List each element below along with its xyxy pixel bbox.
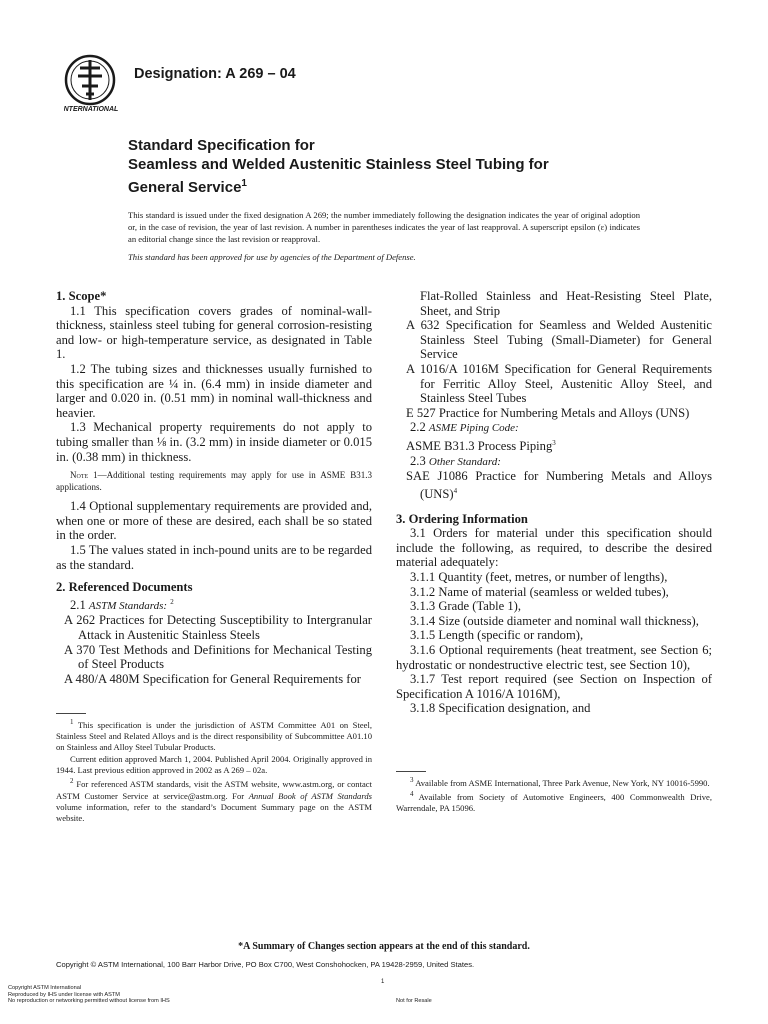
- referenced-documents-heading: 2. Referenced Documents: [56, 580, 193, 595]
- para-2-1-mark: 2: [170, 597, 174, 606]
- ordering-information-heading: 3. Ordering Information: [396, 511, 528, 526]
- license-line-3: No reproduction or networking permitted without license from IHS: [8, 998, 170, 1005]
- astm-standards-label: ASTM Standards:: [88, 599, 168, 612]
- footnote-2: [56, 776, 372, 824]
- ref-asme-b31-3: [396, 436, 712, 454]
- footnote-1-continued: Current edition approved March 1, 2004. Published April 2004. Originally approved in 1944. Last previous edition approved in 2002 as A 269 – 02a.: [56, 753, 372, 776]
- para-1-4: 1.4 Optional supplementary requirements are provided and, when one or more of these are desired, each shall be so stated in the order.: [56, 499, 372, 543]
- para-2-1-num: 2.1: [70, 597, 86, 612]
- para-1-2: 1.2 The tubing sizes and thicknesses usually furnished to this specification are ¼ in. (6.4 mm) in inside diameter and larger and 0.020 in. (0.51 mm) in nominal wall-thickness and heavier.: [56, 361, 372, 420]
- title-line-3: [128, 174, 247, 197]
- footnote-1: [56, 717, 372, 754]
- para-2-3: [396, 454, 712, 470]
- not-for-resale: Not for Resale: [396, 998, 432, 1004]
- para-1-1: 1.1 This specification covers grades of nominal-wall-thickness, stainless steel tubing for general corrosion-resisting and low- or high-temperature service, as designated in Table 1.: [56, 303, 372, 362]
- footnotes-left: [56, 717, 372, 824]
- footnote-2-text-b: volume information, refer to the standard’s Document Summary page on the ASTM website.: [56, 801, 372, 824]
- other-standard-label: Other Standard:: [428, 455, 501, 468]
- dod-note: This standard has been approved for use by agencies of the Department of Defense.: [128, 252, 416, 262]
- para-2-2: [396, 420, 712, 436]
- para-2-2-num: 2.2: [410, 420, 426, 435]
- page-number: 1: [381, 979, 385, 985]
- list-item: 3.1.2 Name of material (seamless or welded tubes),: [410, 584, 669, 599]
- footnote-2-text-a: For referenced ASTM standards, visit the ASTM website, www.astm.org, or contact ASTM Customer Service at service@astm.org. For: [56, 779, 372, 801]
- license-notice: [8, 985, 170, 1005]
- ref-a480-continued: Flat-Rolled Stainless and Heat-Resisting Steel Plate, Sheet, and Strip: [420, 289, 712, 318]
- copyright-line: Copyright © ASTM International, 100 Barr Harbor Drive, PO Box C700, West Conshohocken, PA 19428-2959, United States.: [56, 960, 475, 969]
- ref-e527: E 527 Practice for Numbering Metals and Alloys (UNS): [406, 405, 690, 420]
- footnotes-right: [396, 775, 712, 815]
- list-item: 3.1.7 Test report required (see Section on Inspection of Specification A 1016/A 1016M),: [396, 672, 712, 701]
- footnote-4-mark: 4: [410, 790, 414, 799]
- ref-a370: A 370 Test Methods and Definitions for Mechanical Testing of Steel Products: [64, 642, 372, 672]
- para-3-1: 3.1 Orders for material under this specification should include the following, as required, to describe the desired material adequately:: [396, 526, 712, 570]
- para-1-3: 1.3 Mechanical property requirements do not apply to tubing smaller than ⅛ in. (3.2 mm) in inside diameter or 0.015 in. (0.38 mm) in thickness.: [56, 420, 372, 464]
- ref-sae-j1086-text: SAE J1086 Practice for Numbering Metals and Alloys (UNS): [406, 469, 712, 502]
- note-1: [56, 470, 372, 493]
- footnote-rule-right: [396, 771, 426, 772]
- title-footnote-mark: 1: [241, 178, 247, 189]
- footnote-2-italic: Annual Book of ASTM Standards: [248, 790, 372, 801]
- standard-note: This standard is issued under the fixed designation A 269; the number immediately following the designation indicates the year of original adoption or, in the case of revision, the year of last revision. A number in parentheses indicates the year of last reapproval. A superscript epsilon (ε) indicates an editorial change since the last revision or reapproval.: [128, 210, 640, 244]
- asme-piping-code-label: ASME Piping Code:: [428, 422, 519, 435]
- list-item: 3.1.5 Length (specific or random),: [410, 628, 584, 643]
- right-column: [396, 289, 712, 716]
- ref-a632: A 632 Specification for Seamless and Welded Austenitic Stainless Steel Tubing (Small-Diameter) for General Service: [406, 318, 712, 362]
- footnote-3: [396, 775, 712, 789]
- ref-a262: A 262 Practices for Detecting Susceptibility to Intergranular Attack in Austenitic Stainless Steels: [64, 613, 372, 643]
- scope-heading: 1. Scope*: [56, 289, 107, 303]
- footnote-4-text: Available from Society of Automotive Engineers, 400 Commonwealth Drive, Warrendale, PA 15096.: [396, 792, 712, 814]
- ref-a480: A 480/A 480M Specification for General Requirements for: [64, 671, 361, 686]
- title-line-2: Seamless and Welded Austenitic Stainless Steel Tubing for: [128, 156, 549, 173]
- footnote-1-text: This specification is under the jurisdiction of ASTM Committee A01 on Steel, Stainless Steel and Related Alloys and is the direct responsibility of Subcommittee A01.10 on Stainless and Alloy Steel Tubular Products.: [56, 719, 372, 753]
- para-2-1: [56, 595, 372, 614]
- astm-logo: [64, 54, 122, 114]
- list-item: 3.1.3 Grade (Table 1),: [410, 599, 522, 614]
- note-1-label: Note 1: [70, 470, 98, 481]
- footnote-1-mark: 1: [70, 718, 74, 726]
- list-item: 3.1.6 Optional requirements (heat treatment, see Section 6; hydrostatic or nondestructive electric test, see Section 10),: [396, 643, 712, 672]
- note-1-text: —Additional testing requirements may apply for use in ASME B31.3 applications.: [56, 470, 372, 492]
- list-item: 3.1.8 Specification designation, and: [410, 701, 591, 716]
- license-line-1: Copyright ASTM International: [8, 985, 82, 991]
- para-1-5: 1.5 The values stated in inch-pound units are to be regarded as the standard.: [56, 542, 372, 572]
- title-line-1: Standard Specification for: [128, 137, 315, 154]
- title-line-3-text: General Service: [128, 179, 242, 196]
- logo-subtext: INTERNATIONAL: [64, 106, 119, 113]
- license-line-2: Reproduced by IHS under license with ASTM: [8, 991, 120, 998]
- ref-sae-mark: 4: [453, 486, 458, 495]
- left-column: [56, 289, 372, 686]
- ref-a1016: A 1016/A 1016M Specification for General Requirements for Ferritic Alloy Steel, Austenitic Alloy Steel, and Stainless Steel Tubes: [406, 361, 712, 406]
- footnote-3-text: Available from ASME International, Three Park Avenue, New York, NY 10016-5990.: [415, 777, 710, 788]
- ref-asme-b31-3-text: ASME B31.3 Process Piping: [406, 439, 553, 454]
- summary-of-changes-note: *A Summary of Changes section appears at the end of this standard.: [238, 941, 530, 952]
- ref-sae-j1086: [396, 469, 712, 501]
- list-item: 3.1.4 Size (outside diameter and nominal wall thickness),: [410, 613, 699, 628]
- designation: Designation: A 269 – 04: [134, 66, 296, 82]
- footnote-4: [396, 789, 712, 814]
- ref-asme-mark: 3: [552, 438, 556, 447]
- list-item: 3.1.1 Quantity (feet, metres, or number of lengths),: [410, 570, 668, 585]
- footnote-rule-left: [56, 713, 86, 714]
- footnote-3-mark: 3: [410, 776, 414, 784]
- para-2-3-num: 2.3: [410, 453, 426, 468]
- footnote-2-mark: 2: [70, 777, 74, 786]
